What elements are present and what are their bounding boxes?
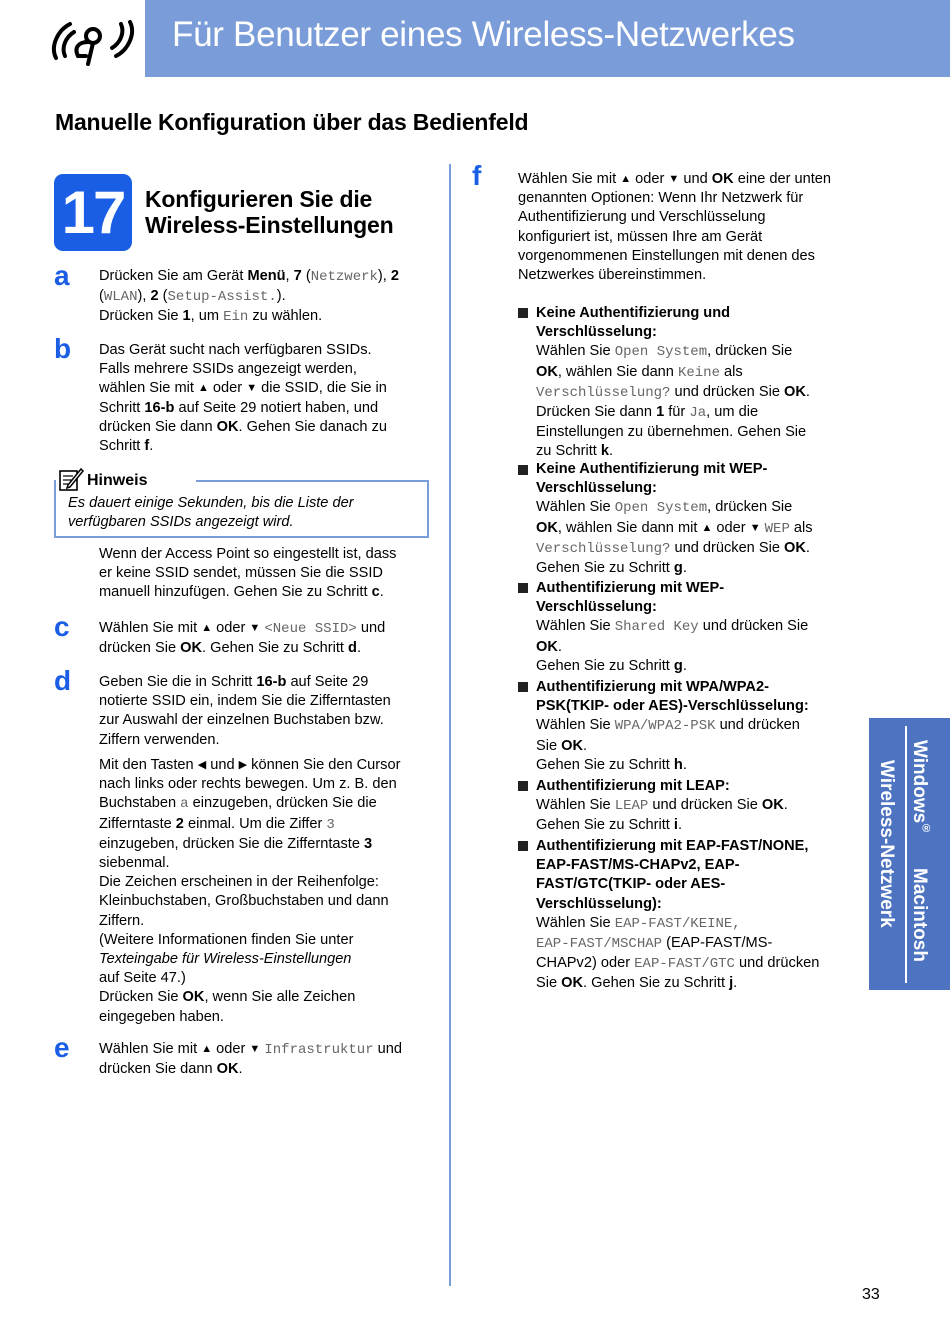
step-letter-f: f — [472, 160, 482, 191]
lcd-infrastruktur: Infrastruktur — [264, 1042, 374, 1058]
option-auth-eap: Authentifizierung mit EAP-FAST/NONE, EAP-FAST/MS-CHAPv2, EAP- FAST/GTC(TKIP- oder AES- Verschlüsselung): Wählen Sie EAP-FAST/KEINE, EAP-FAST/MSCHAP (EAP-FAST/MS- CHAPv2) oder EAP-FAST/GTC und drücken Sie OK. Gehen Sie zu Schritt j. — [536, 838, 820, 992]
lcd-keine: Keine — [677, 364, 720, 381]
option-auth-wep: Authentifizierung mit WEP- Verschlüsselung: Wählen Sie Shared Key und drücken Sie OK. Gehen Sie zu Schritt g. — [536, 580, 809, 674]
step-letter-e: e — [54, 1032, 70, 1063]
lcd-eap-mschap: EAP-FAST/MSCHAP — [536, 936, 663, 953]
step-letter-b: b — [54, 333, 72, 364]
step-d-cursor-text: Mit den Tasten ◀ und ▶ können Sie den Cursor nach links oder rechts bewegen. Um z. B. den Buchstaben a einzugeben, drücken Sie die Zifferntaste 2 einmal. Um die Ziffer 3 einzugeben, drücken Sie die Zifferntaste 3 siebenmal. Die Zeichen erscheinen in der Reihenfolge: Kleinbuchstaben, Großbuchstaben und dann Ziffern. (Weitere Informationen finden Sie unter Texteingabe für Wireless-Einstellungen auf Seite 47.) Drücken Sie OK, wenn Sie alle Zeichen eingegeben haben. — [99, 757, 401, 1025]
lcd-shared-key: Shared Key — [614, 619, 699, 636]
side-tab-windows-label: Windows — [909, 740, 930, 824]
lcd-wep: WEP — [764, 520, 790, 537]
note-pencil-icon — [58, 466, 84, 492]
note-text: Es dauert einige Sekunden, bis die Liste der verfügbaren SSIDs angezeigt wird. — [68, 495, 354, 531]
note-title: Hinweis — [87, 472, 148, 489]
lcd-verschluesselung-2: Verschlüsselung? — [536, 540, 671, 557]
header-title: Für Benutzer eines Wireless-Netzwerkes — [172, 15, 795, 54]
registered-mark: ® — [920, 823, 933, 836]
lcd-wlan: WLAN — [103, 289, 138, 306]
side-tab-windows — [908, 740, 937, 835]
lcd-wpa: WPA/WPA2-PSK — [614, 718, 716, 735]
lcd-verschluesselung: Verschlüsselung? — [536, 384, 671, 401]
option-auth-leap: Authentifizierung mit LEAP: Wählen Sie LEAP und drücken Sie OK. Gehen Sie zu Schritt i. — [536, 778, 788, 834]
step-title — [145, 186, 393, 238]
bullet-icon — [518, 841, 528, 851]
bullet-icon — [518, 308, 528, 318]
step-c-text: Wählen Sie mit ▲ oder ▼ <Neue SSID> und drücken Sie OK. Gehen Sie zu Schritt d. — [99, 620, 386, 657]
page-number: 33 — [862, 1286, 880, 1303]
lcd-eap-keine: EAP-FAST/KEINE, — [614, 915, 741, 932]
bullet-icon — [518, 465, 528, 475]
step-e-text: Wählen Sie mit ▲ oder ▼ Infrastruktur und drücken Sie dann OK. — [99, 1041, 402, 1078]
step-letter-d: d — [54, 665, 72, 696]
step-a-text: Drücken Sie am Gerät Menü, 7 (Netzwerk), 2 (WLAN), 2 (Setup-Assist.). Drücken Sie 1, um Ein zu wählen. — [99, 268, 400, 326]
bullet-icon — [518, 682, 528, 692]
lcd-ja: Ja — [689, 405, 707, 422]
access-point-text: Wenn der Access Point so eingestellt ist, dass er keine SSID sendet, müssen Sie die SSID manuell hinzufügen. Gehen Sie zu Schritt c. — [99, 546, 397, 601]
lcd-neue-ssid: <Neue SSID> — [264, 621, 357, 637]
lcd-three: 3 — [326, 816, 335, 833]
lcd-netzwerk: Netzwerk — [310, 269, 378, 285]
step-letter-c: c — [54, 611, 70, 642]
side-tab-separator — [905, 726, 907, 983]
step-f-text: Wählen Sie mit ▲ oder ▼ und OK eine der unten genannten Optionen: Wenn Ihr Netzwerk für Authentifizierung und Verschlüsselung konfiguriert ist, müssen Ihre am Gerät vorgenommenen Einstellungen mit denen des Netzwerkes übereinstimmen. — [518, 171, 832, 284]
lcd-leap: LEAP — [614, 798, 649, 815]
column-divider — [449, 164, 451, 1286]
lcd-a: a — [180, 796, 189, 813]
note-border — [196, 480, 429, 482]
side-tab-macintosh: Macintosh — [909, 868, 930, 962]
lcd-ein: Ein — [223, 309, 249, 326]
wireless-logo-icon — [48, 12, 138, 68]
bullet-icon — [518, 583, 528, 593]
side-tab-wireless: Wireless-Netzwerk — [876, 760, 897, 928]
option-keine-auth-wep: Keine Authentifizierung mit WEP- Verschlüsselung: Wählen Sie Open System, drücken Sie OK, wählen Sie dann mit ▲ oder ▼ WEP als Verschlüsselung? und drücken Sie OK. Gehen Sie zu Schritt g. — [536, 461, 813, 577]
bullet-icon — [518, 781, 528, 791]
option-keine-auth: Keine Authentifizierung und Verschlüsselung: Wählen Sie Open System, drücken Sie OK, wählen Sie dann Keine als Verschlüsselung? und drücken Sie OK. Drücken Sie dann 1 für Ja, um die Einstellungen zu übernehmen. Gehen Sie zu Schritt k. — [536, 305, 810, 460]
lcd-open-system: Open System — [614, 344, 708, 361]
lcd-eap-gtc: EAP-FAST/GTC — [634, 956, 735, 973]
section-title: Manuelle Konfiguration über das Bedienfeld — [55, 109, 529, 135]
step-title-line1: Konfigurieren Sie die — [145, 186, 373, 212]
step-letter-a: a — [54, 260, 70, 291]
step-number: 17 — [61, 179, 125, 246]
step-b-text: Das Gerät sucht nach verfügbaren SSIDs. Falls mehrere SSIDs angezeigt werden, wählen Sie mit ▲ oder ▼ die SSID, die Sie in Schritt 16-b auf Seite 29 notiert haben, und drücken Sie dann OK. Gehen Sie danach zu Schritt f. — [99, 342, 388, 455]
option-auth-wpa: Authentifizierung mit WPA/WPA2- PSK(TKIP- oder AES)-Verschlüsselung: Wählen Sie WPA/WPA2-PSK und drücken Sie OK. Gehen Sie zu Schritt h. — [536, 679, 809, 773]
lcd-open-system-2: Open System — [614, 500, 708, 517]
lcd-setup-assist: Setup-Assist. — [167, 289, 277, 306]
step-d-text: Geben Sie die in Schritt 16-b auf Seite 29 notierte SSID ein, indem Sie die Zifferntasten zur Auswahl der einzelnen Buchstaben bzw. Ziffern verwenden. — [99, 674, 391, 748]
step-title-line2: Wireless-Einstellungen — [145, 212, 394, 238]
